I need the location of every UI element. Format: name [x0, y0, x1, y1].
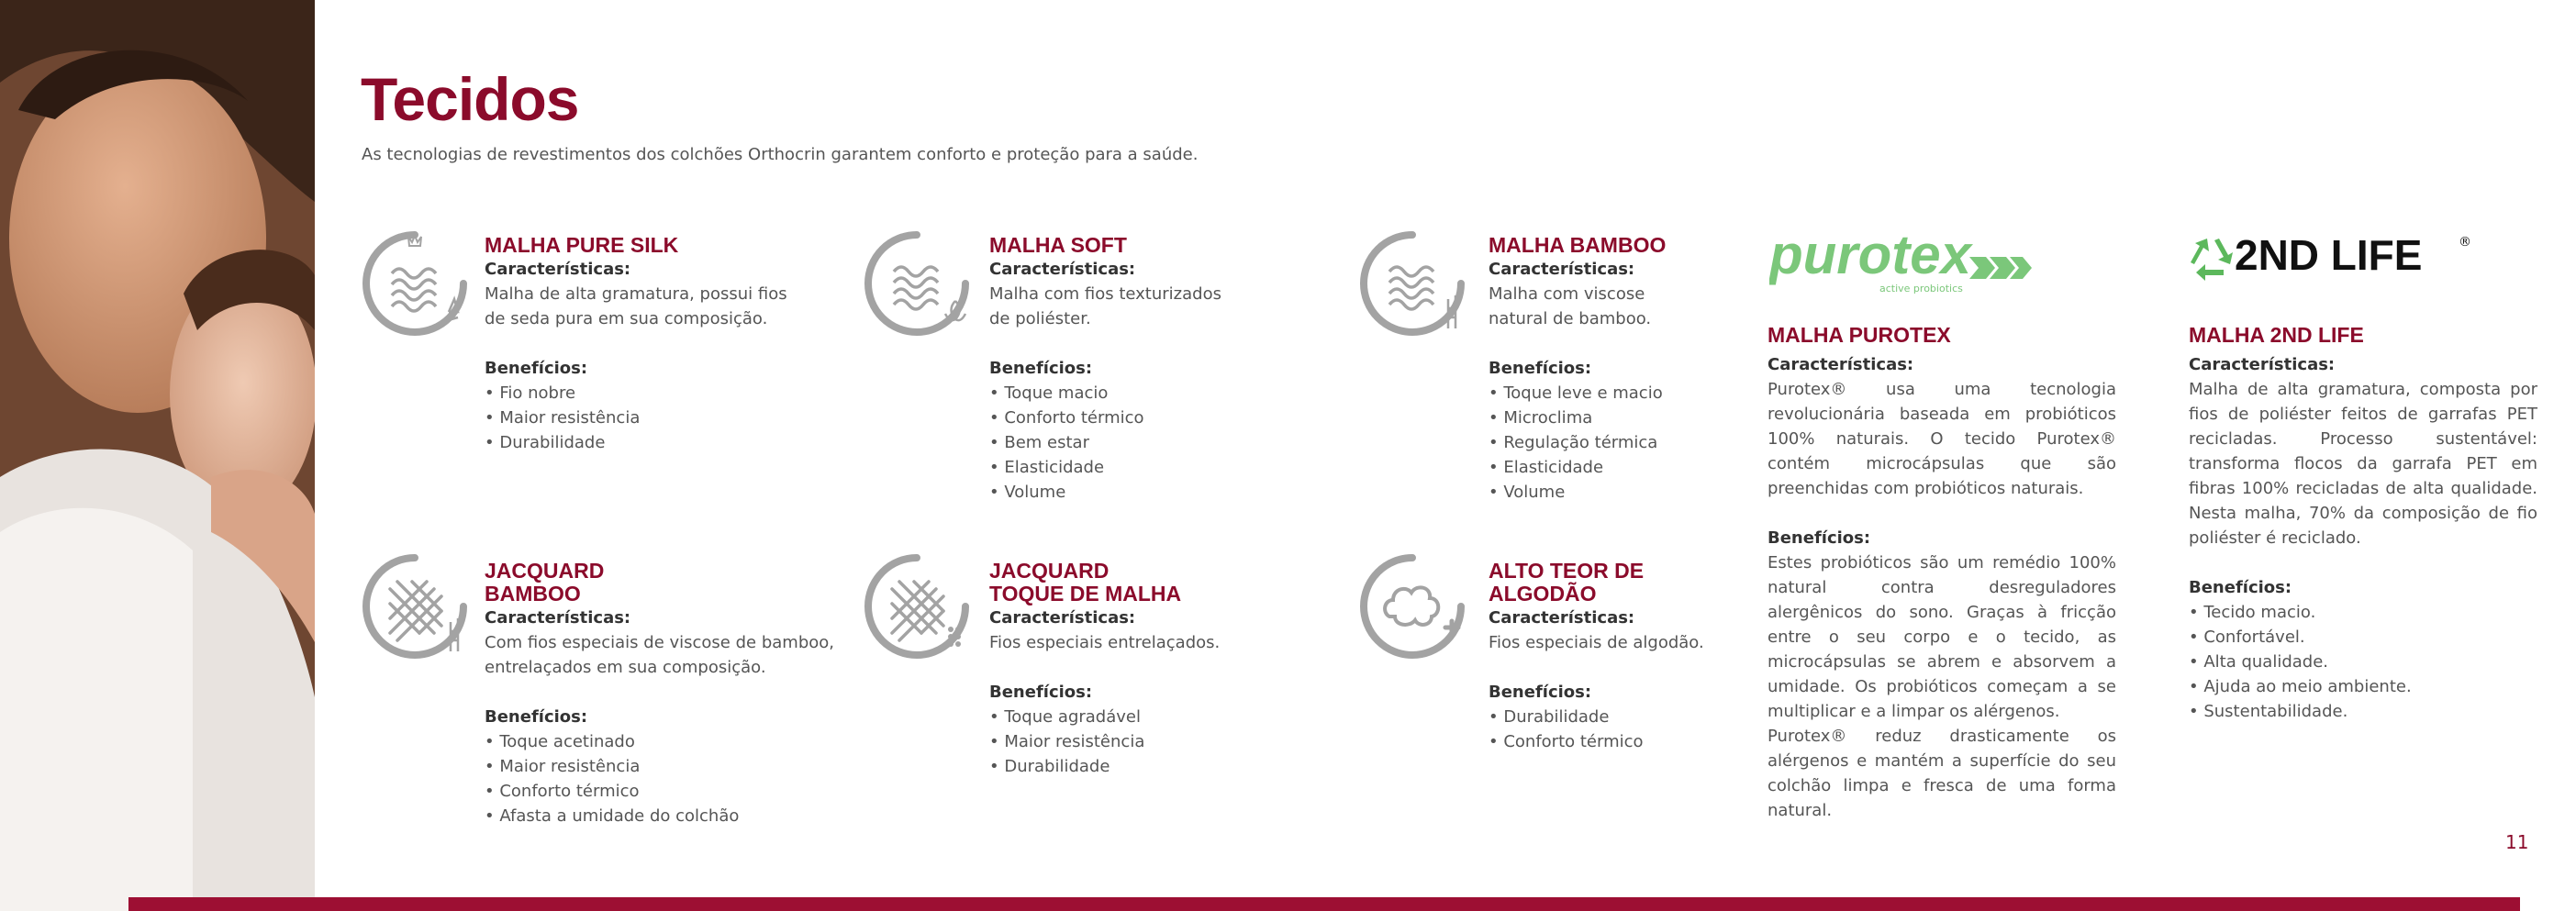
- characteristics-text: Malha de alta gramatura, composta por fios de poliéster feitos de garrafas PET recicladas. Processo sustentável: transforma flocos da garrafa PET em fibras 100% recicladas de alta qualidade. Nesta malha, 70% da composição de fio poliéster é reciclado.: [2189, 380, 2537, 548]
- benefits-label: Benefícios:: [1768, 528, 1871, 548]
- list-item: • Durabilidade: [485, 430, 852, 455]
- characteristics-label: Características:: [989, 608, 1136, 628]
- list-item: • Ajuda ao meio ambiente.: [2189, 674, 2537, 699]
- list-item: • Durabilidade: [1489, 705, 1856, 729]
- silk-knit-icon: [361, 229, 469, 338]
- list-item: • Conforto térmico: [485, 779, 852, 804]
- registered-mark: ®: [2459, 235, 2471, 250]
- 2nd-life-logo: [2187, 228, 2471, 283]
- benefits-label: Benefícios:: [485, 359, 588, 378]
- list-item: • Maior resistência: [485, 754, 852, 779]
- list-item: • Confortável.: [2189, 625, 2537, 650]
- benefits-label: Benefícios:: [2189, 578, 2292, 597]
- 2nd-life-logo-text: 2ND LIFE: [2235, 231, 2423, 279]
- list-item: • Toque acetinado: [485, 729, 852, 754]
- fabric-title: [989, 560, 1356, 605]
- benefits-list: [989, 705, 1356, 779]
- list-item: • Conforto térmico: [1489, 729, 1856, 754]
- list-item: • Bem estar: [989, 430, 1356, 455]
- characteristics-label: Características:: [2189, 355, 2336, 374]
- characteristics-text: Malha com fios texturizados de poliéster.: [989, 284, 1221, 328]
- characteristics-label: Características:: [485, 608, 631, 628]
- page-title: Tecidos: [361, 65, 579, 133]
- list-item: • Volume: [989, 480, 1356, 505]
- purotex-logo-text: purotex: [1769, 224, 1972, 285]
- benefits-label: Benefícios:: [989, 683, 1093, 702]
- list-item: • Elasticidade: [1489, 455, 1856, 480]
- characteristics-text: Fios especiais entrelaçados.: [989, 633, 1221, 652]
- fabric-title-line: TOQUE DE MALHA: [989, 582, 1182, 605]
- page-subtitle: As tecnologias de revestimentos dos colchões Orthocrin garantem conforto e proteção para a saúde.: [362, 145, 1199, 164]
- benefits-label: Benefícios:: [989, 359, 1093, 378]
- page-number: 11: [2505, 831, 2529, 853]
- cotton-icon: [1358, 552, 1466, 661]
- characteristics-label: Características:: [989, 260, 1136, 279]
- list-item: • Sustentabilidade.: [2189, 699, 2537, 724]
- fabric-title-line: ALTO TEOR DE: [1489, 559, 1645, 583]
- list-item: • Maior resistência: [989, 729, 1356, 754]
- fabric-jacquard-bamboo: [485, 560, 852, 828]
- fabric-title-line: JACQUARD: [485, 559, 605, 583]
- fabric-title-line: BAMBOO: [485, 582, 581, 605]
- list-item: • Microclima: [1489, 406, 1856, 430]
- purotex-title: MALHA PUROTEX: [1768, 323, 1951, 347]
- fabric-title: MALHA SOFT: [989, 233, 1127, 257]
- list-item: • Toque macio: [989, 381, 1356, 406]
- 2nd-life-title: MALHA 2ND LIFE: [2189, 323, 2364, 347]
- benefits-label: Benefícios:: [1489, 683, 1592, 702]
- characteristics-text: Purotex® usa uma tecnologia revolucionária baseada em probióticos 100% naturais. O tecido Purotex® contém microcápsulas que são preenchidas com probióticos naturais.: [1768, 380, 2116, 498]
- couple-photo: [0, 0, 315, 911]
- fabric-title-line: JACQUARD: [989, 559, 1110, 583]
- benefits-label: Benefícios:: [1489, 359, 1592, 378]
- purotex-leaf-icon: [1969, 257, 2032, 279]
- characteristics-text: Malha de alta gramatura, possui fios de seda pura em sua composição.: [485, 284, 787, 328]
- list-item: • Fio nobre: [485, 381, 852, 406]
- benefits-list: [989, 381, 1356, 505]
- recycle-icon: [2191, 239, 2233, 281]
- fabric-title-line: ALGODÃO: [1489, 582, 1597, 605]
- list-item: • Toque agradável: [989, 705, 1356, 729]
- characteristics-text: Fios especiais de algodão.: [1489, 633, 1704, 652]
- fabric-jacquard-toque: [989, 560, 1356, 779]
- benefits-list: [2189, 600, 2537, 724]
- characteristics-label: Características:: [485, 260, 631, 279]
- footer-bar: [128, 897, 2520, 911]
- benefits-text: Estes probióticos são um remédio 100% natural contra desreguladores alergênicos do sono. Graças à fricção entre o seu corpo e o tecido, as microcápsulas se abrem e absorvem a umidade. Os probióticos começam a se multiplicar e a limpar os alérgenos.: [1768, 553, 2116, 721]
- characteristics-label: Características:: [1489, 260, 1635, 279]
- fabric-pure-silk: [485, 234, 852, 455]
- 2nd-life-block: [2189, 324, 2537, 724]
- fabric-title: MALHA BAMBOO: [1489, 233, 1667, 257]
- fabric-title: [485, 560, 852, 605]
- list-item: • Toque leve e macio: [1489, 381, 1856, 406]
- benefits-list: [485, 381, 852, 455]
- jacquard-bamboo-icon: [361, 552, 469, 661]
- bamboo-knit-icon: [1358, 229, 1466, 338]
- purotex-logo: [1769, 220, 2035, 303]
- purotex-block: [1768, 324, 2116, 823]
- soft-knit-icon: [863, 229, 971, 338]
- benefits-label: Benefícios:: [485, 707, 588, 727]
- jacquard-weave-icon: [863, 552, 971, 661]
- characteristics-text: Malha com viscose natural de bamboo.: [1489, 284, 1652, 328]
- characteristics-label: Características:: [1768, 355, 1914, 374]
- benefits-text: Purotex® reduz drasticamente os alérgenos e mantém a superfície do seu colchão limpa e fresca de uma forma natural.: [1768, 727, 2116, 820]
- list-item: • Volume: [1489, 480, 1856, 505]
- purotex-logo-sub: active probiotics: [1879, 283, 1963, 294]
- characteristics-label: Características:: [1489, 608, 1635, 628]
- benefits-list: [485, 729, 852, 828]
- fabric-soft: [989, 234, 1356, 505]
- list-item: • Alta qualidade.: [2189, 650, 2537, 674]
- list-item: • Regulação térmica: [1489, 430, 1856, 455]
- list-item: • Maior resistência: [485, 406, 852, 430]
- list-item: • Durabilidade: [989, 754, 1356, 779]
- list-item: • Tecido macio.: [2189, 600, 2537, 625]
- characteristics-text: Com fios especiais de viscose de bamboo, entrelaçados em sua composição.: [485, 633, 834, 677]
- fabric-title: MALHA PURE SILK: [485, 233, 679, 257]
- list-item: • Conforto térmico: [989, 406, 1356, 430]
- list-item: • Afasta a umidade do colchão: [485, 804, 852, 828]
- list-item: • Elasticidade: [989, 455, 1356, 480]
